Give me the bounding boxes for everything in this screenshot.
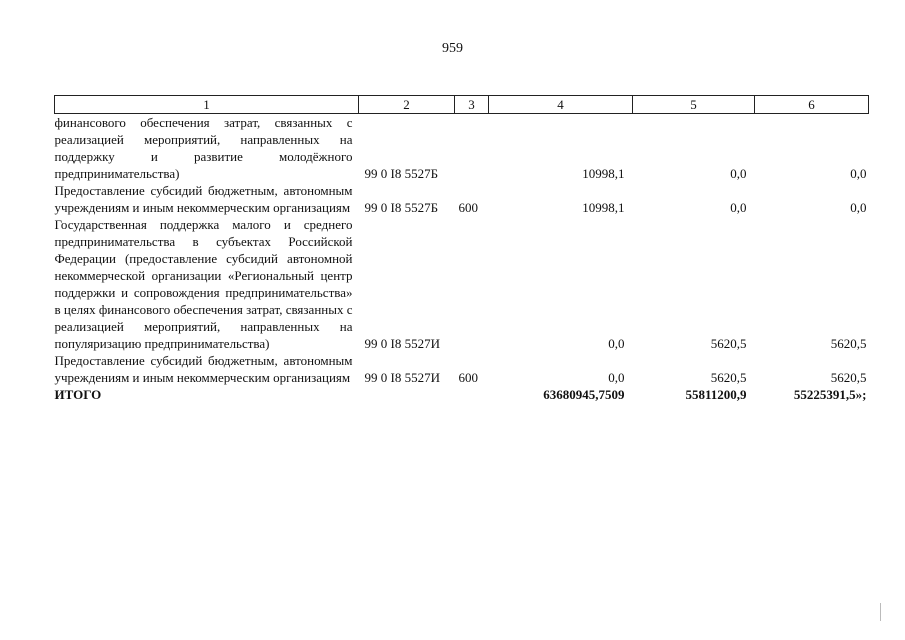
row-value-col6: 0,0 bbox=[850, 166, 867, 181]
table-row bbox=[55, 216, 869, 352]
row-value-col4: 10998,1 bbox=[582, 166, 625, 181]
table-row bbox=[55, 114, 869, 183]
header-col-2: 2 bbox=[359, 96, 455, 114]
total-label: ИТОГО bbox=[54, 387, 102, 402]
total-value-col5: 55811200,9 bbox=[685, 387, 747, 402]
row-value-col5: 0,0 bbox=[730, 166, 747, 181]
row-expense-type bbox=[455, 114, 489, 183]
total-row bbox=[55, 386, 869, 403]
row-value-col5: 0,0 bbox=[730, 200, 747, 215]
row-code: 99 0 I8 5527Б bbox=[364, 200, 439, 215]
total-vr-empty bbox=[455, 386, 489, 403]
row-description: Предоставление субсидий бюджетным, автономным учреждениям и иным некоммерческим организациям bbox=[54, 183, 353, 215]
row-code: 99 0 I8 5527И bbox=[364, 370, 440, 385]
row-value-col6: 0,0 bbox=[850, 200, 867, 215]
row-description: Государственная поддержка малого и среднего предпринимательства в субъектах Российской Федерации (предоставление субсидий автономной некоммерческой организации «Региональный центр поддержки и сопровождения предпринимательства» в целях финансового обеспечения затрат, связанных с реализацией мероприятий, направленных на популяризацию предпринимательства) bbox=[54, 217, 353, 351]
row-value-col4: 0,0 bbox=[608, 370, 625, 385]
header-col-6: 6 bbox=[755, 96, 869, 114]
header-row bbox=[55, 96, 869, 114]
header-col-1: 1 bbox=[55, 96, 359, 114]
table-row bbox=[55, 182, 869, 216]
total-value-col4: 63680945,7509 bbox=[543, 387, 625, 402]
header-col-3: 3 bbox=[455, 96, 489, 114]
header-col-5: 5 bbox=[633, 96, 755, 114]
page-number: 959 bbox=[442, 41, 463, 56]
header-col-4: 4 bbox=[489, 96, 633, 114]
row-expense-type: 600 bbox=[458, 370, 478, 385]
row-value-col5: 5620,5 bbox=[710, 370, 747, 385]
row-value-col4: 0,0 bbox=[608, 336, 625, 351]
row-value-col6: 5620,5 bbox=[830, 336, 867, 351]
row-expense-type: 600 bbox=[458, 200, 478, 215]
row-code: 99 0 I8 5527Б bbox=[364, 166, 439, 181]
row-value-col6: 5620,5 bbox=[830, 370, 867, 385]
budget-table bbox=[54, 95, 869, 403]
row-value-col5: 5620,5 bbox=[710, 336, 747, 351]
table-row bbox=[55, 352, 869, 386]
row-description: финансового обеспечения затрат, связанных с реализацией мероприятий, направленных на поддержку и развитие молодёжного предпринимательства) bbox=[54, 115, 353, 181]
total-value-col6: 55225391,5»; bbox=[793, 387, 867, 402]
total-code-empty bbox=[359, 386, 455, 403]
row-value-col4: 10998,1 bbox=[582, 200, 625, 215]
row-expense-type bbox=[455, 216, 489, 352]
scan-edge-mark bbox=[880, 603, 881, 621]
row-description: Предоставление субсидий бюджетным, автономным учреждениям и иным некоммерческим организациям bbox=[54, 353, 353, 385]
row-code: 99 0 I8 5527И bbox=[364, 336, 440, 351]
